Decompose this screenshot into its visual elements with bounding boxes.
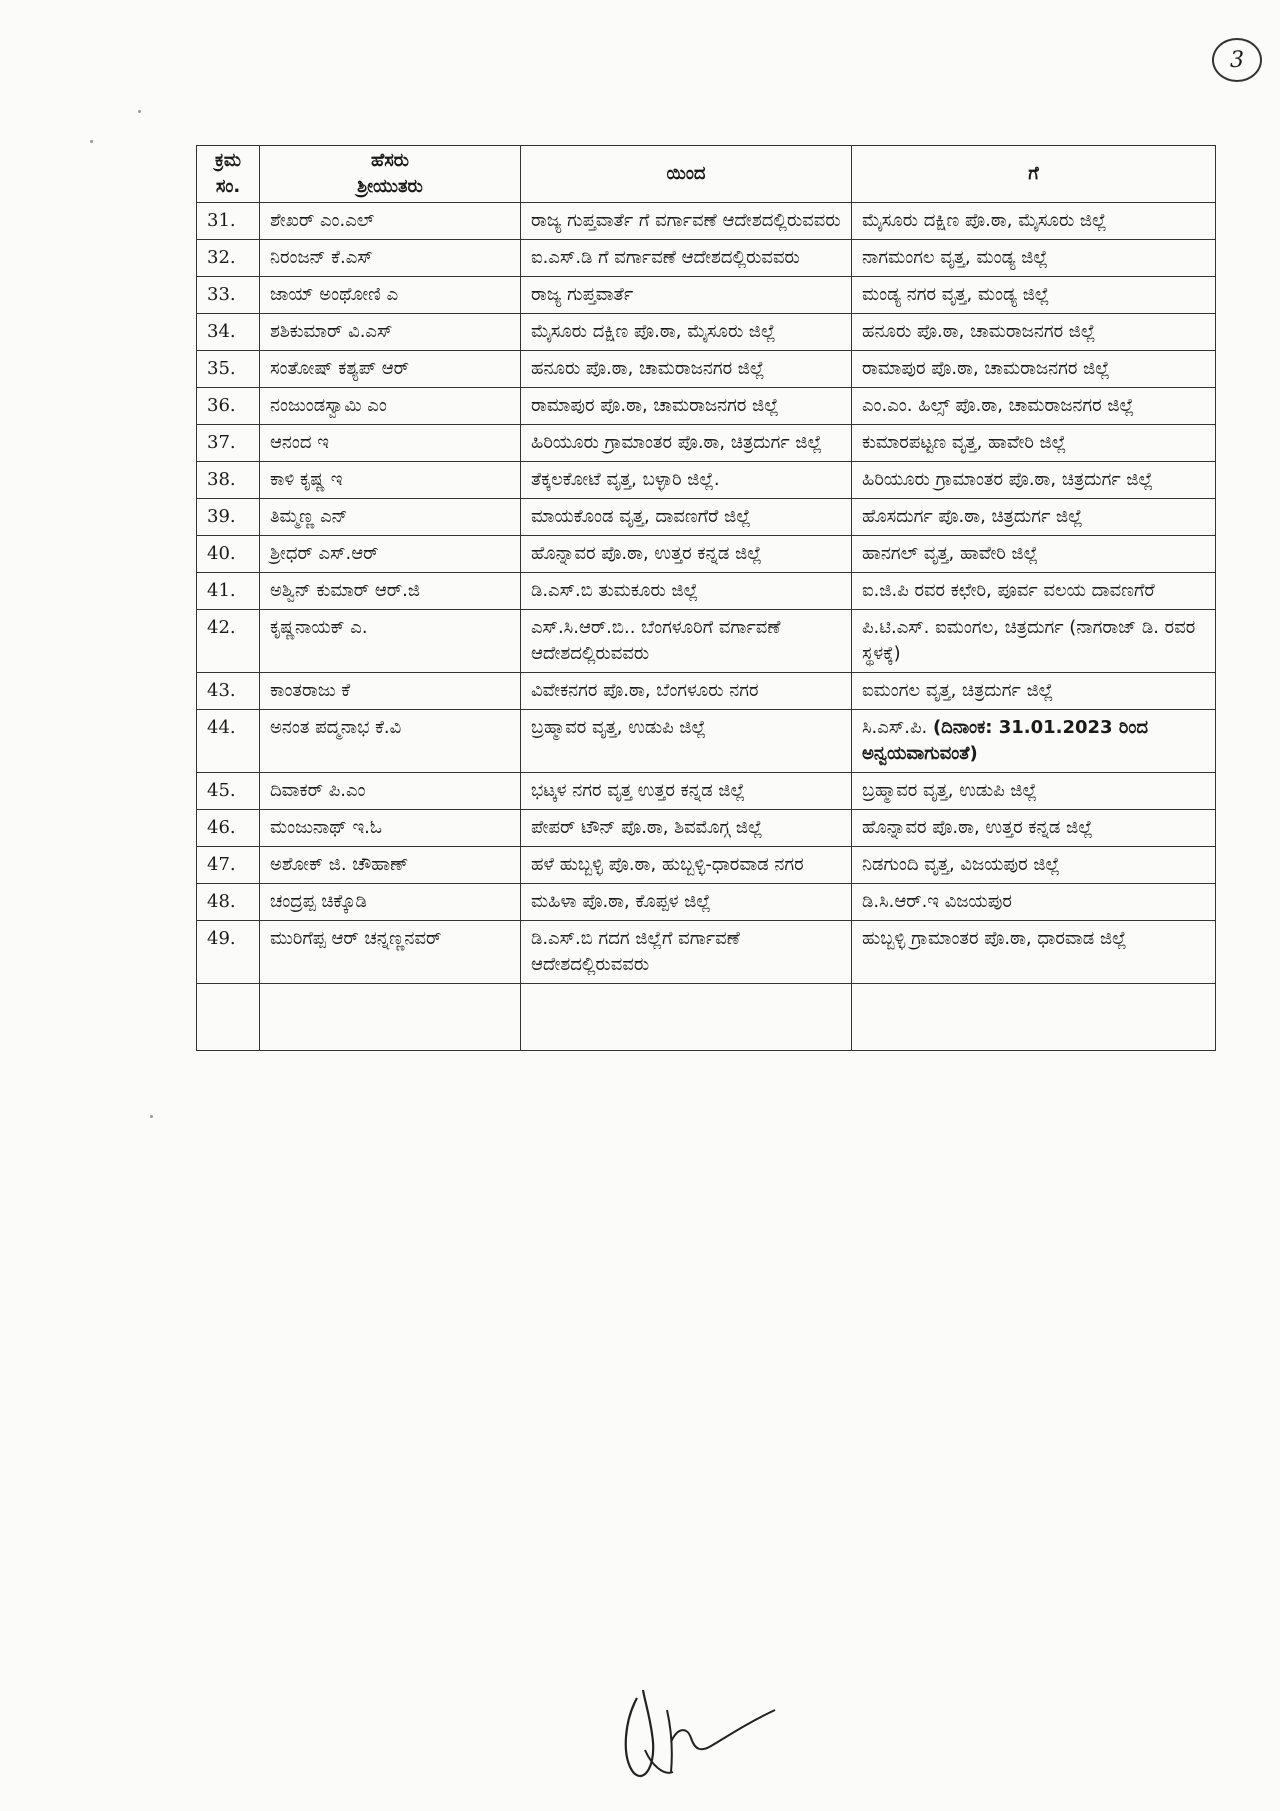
to-cell: ಹೊನ್ನಾವರ ಪೊ.ಠಾ, ಉತ್ತರ ಕನ್ನಡ ಜಿಲ್ಲೆ [852,810,1216,847]
from-cell: ಹನೂರು ಪೊ.ಠಾ, ಚಾಮರಾಜನಗರ ಜಿಲ್ಲೆ [521,351,852,388]
header-from: ಯಿಂದ [521,146,852,203]
table-row [197,425,1216,462]
serial-cell: 41. [197,573,260,610]
from-cell: ಬ್ರಹ್ಮಾವರ ವೃತ್ತ, ಉಡುಪಿ ಜಿಲ್ಲೆ [521,710,852,773]
name-cell: ನಿರಂಜನ್ ಕೆ.ಎಸ್ [260,240,521,277]
table-row [197,499,1216,536]
from-cell: ಎಸ್.ಸಿ.ಆರ್.ಬಿ.. ಬೆಂಗಳೂರಿಗೆ ವರ್ಗಾವಣೆ ಆದೇಶದಲ್ಲಿರುವವರು [521,610,852,673]
from-cell: ಹಳೆ ಹುಬ್ಬಳ್ಳಿ ಪೊ.ಠಾ, ಹುಬ್ಬಳ್ಳಿ-ಧಾರವಾಡ ನಗರ [521,847,852,884]
to-cell: ಮೈಸೂರು ದಕ್ಷಿಣ ಪೊ.ಠಾ, ಮೈಸೂರು ಜಿಲ್ಲೆ [852,203,1216,240]
table-row [197,573,1216,610]
table-row [197,240,1216,277]
name-cell: ತಿಮ್ಮಣ್ಣ ಎನ್ [260,499,521,536]
name-cell: ಶೇಖರ್ ಎಂ.ಎಲ್ [260,203,521,240]
to-cell: ಪಿ.ಟಿ.ಎಸ್. ಐಮಂಗಲ, ಚಿತ್ರದುರ್ಗ (ನಾಗರಾಜ್ ಡಿ. ರವರ ಸ್ಥಳಕ್ಕೆ) [852,610,1216,673]
name-cell: ಆನಂದ ಇ [260,425,521,462]
name-cell: ದಿವಾಕರ್ ಪಿ.ಎಂ [260,773,521,810]
empty-cell [852,984,1216,1051]
to-cell: ಹುಬ್ಬಳ್ಳಿ ಗ್ರಾಮಾಂತರ ಪೊ.ಠಾ, ಧಾರವಾಡ ಜಿಲ್ಲೆ [852,921,1216,984]
from-cell: ರಾಜ್ಯ ಗುಪ್ತವಾರ್ತೆ [521,277,852,314]
name-cell: ಅಶೋಕ್ ಜಿ. ಚೌಹಾಣ್ [260,847,521,884]
page-number: 3 [1212,38,1262,82]
serial-cell: 32. [197,240,260,277]
transfer-table [196,145,1216,1051]
from-cell: ಮಹಿಳಾ ಪೊ.ಠಾ, ಕೊಪ್ಪಳ ಜಿಲ್ಲೆ [521,884,852,921]
serial-cell: 31. [197,203,260,240]
from-cell: ಪೇಪರ್ ಟೌನ್ ಪೊ.ಠಾ, ಶಿವಮೊಗ್ಗ ಜಿಲ್ಲೆ [521,810,852,847]
empty-cell [521,984,852,1051]
name-cell: ಸಂತೋಷ್ ಕಶ್ಯಪ್ ಆರ್ [260,351,521,388]
to-cell: ಐ.ಜಿ.ಪಿ ರವರ ಕಛೇರಿ, ಪೂರ್ವ ವಲಯ ದಾವಣಗೆರೆ [852,573,1216,610]
name-cell: ಕಾಂತರಾಜು ಕೆ [260,673,521,710]
serial-cell: 40. [197,536,260,573]
name-cell: ಶ್ರೀಧರ್ ಎಸ್.ಆರ್ [260,536,521,573]
name-cell: ಮಂಜುನಾಥ್ ಇ.ಓ [260,810,521,847]
name-cell: ಕಾಳಿ ಕೃಷ್ಣ ಇ [260,462,521,499]
table-row [197,388,1216,425]
name-cell: ಅನಂತ ಪದ್ಮನಾಭ ಕೆ.ವಿ [260,710,521,773]
header-name: ಹೆಸರು ಶ್ರೀಯುತರು [260,146,521,203]
scan-speck [138,110,141,113]
name-cell: ಜಾಯ್ ಅಂಥೋಣಿ ಎ [260,277,521,314]
to-cell: ಮಂಡ್ಯ ನಗರ ವೃತ್ತ, ಮಂಡ್ಯ ಜಿಲ್ಲೆ [852,277,1216,314]
to-cell [852,710,1216,773]
table-row [197,610,1216,673]
table-row [197,884,1216,921]
to-cell: ಡಿ.ಸಿ.ಆರ್.ಇ ವಿಜಯಪುರ [852,884,1216,921]
to-cell: ಐಮಂಗಲ ವೃತ್ತ, ಚಿತ್ರದುರ್ಗ ಜಿಲ್ಲೆ [852,673,1216,710]
table-row [197,810,1216,847]
blank-row [197,984,1216,1051]
from-cell: ತೆಕ್ಕಲಕೋಟೆ ವೃತ್ತ, ಬಳ್ಳಾರಿ ಜಿಲ್ಲೆ. [521,462,852,499]
table-row [197,462,1216,499]
to-cell: ನಿಡಗುಂದಿ ವೃತ್ತ, ವಿಜಯಪುರ ಜಿಲ್ಲೆ [852,847,1216,884]
table-row [197,710,1216,773]
serial-cell: 46. [197,810,260,847]
serial-cell: 49. [197,921,260,984]
serial-cell: 36. [197,388,260,425]
from-cell: ಭಟ್ಕಳ ನಗರ ವೃತ್ತ ಉತ್ತರ ಕನ್ನಡ ಜಿಲ್ಲೆ [521,773,852,810]
table-header-row [197,146,1216,203]
to-text: ಸಿ.ಎಸ್.ಪಿ. [862,717,928,738]
officer-signature [615,1680,785,1790]
to-cell: ಹಿರಿಯೂರು ಗ್ರಾಮಾಂತರ ಪೊ.ಠಾ, ಚಿತ್ರದುರ್ಗ ಜಿಲ್ಲೆ [852,462,1216,499]
effective-date-remark: (ದಿನಾಂಕ: 31.01.2023 ರಿಂದ ಅನ್ವಯವಾಗುವಂತೆ) [862,717,1148,764]
table-row [197,536,1216,573]
serial-cell: 42. [197,610,260,673]
from-cell: ಮಾಯಕೊಂಡ ವೃತ್ತ, ದಾವಣಗೆರೆ ಜಿಲ್ಲೆ [521,499,852,536]
to-cell: ರಾಮಾಪುರ ಪೊ.ಠಾ, ಚಾಮರಾಜನಗರ ಜಿಲ್ಲೆ [852,351,1216,388]
serial-cell: 44. [197,710,260,773]
serial-cell: 43. [197,673,260,710]
from-cell: ಹಿರಿಯೂರು ಗ್ರಾಮಾಂತರ ಪೊ.ಠಾ, ಚಿತ್ರದುರ್ಗ ಜಿಲ್ಲೆ [521,425,852,462]
table-row [197,203,1216,240]
from-cell: ಐ.ಎಸ್.ಡಿ ಗೆ ವರ್ಗಾವಣೆ ಆದೇಶದಲ್ಲಿರುವವರು [521,240,852,277]
serial-cell: 38. [197,462,260,499]
table-row [197,351,1216,388]
empty-cell [260,984,521,1051]
serial-cell: 47. [197,847,260,884]
to-cell: ಕುಮಾರಪಟ್ಟಣ ವೃತ್ತ, ಹಾವೇರಿ ಜಿಲ್ಲೆ [852,425,1216,462]
from-cell: ಹೊನ್ನಾವರ ಪೊ.ಠಾ, ಉತ್ತರ ಕನ್ನಡ ಜಿಲ್ಲೆ [521,536,852,573]
name-cell: ನಂಜುಂಡಸ್ವಾಮಿ ಎಂ [260,388,521,425]
from-cell: ಡಿ.ಎಸ್.ಬಿ ಗದಗ ಜಿಲ್ಲೆಗೆ ವರ್ಗಾವಣೆ ಆದೇಶದಲ್ಲಿರುವವರು [521,921,852,984]
name-cell: ಅಶ್ವಿನ್ ಕುಮಾರ್ ಆರ್.ಜಿ [260,573,521,610]
serial-cell: 45. [197,773,260,810]
header-serial: ಕ್ರಮ ಸಂ. [197,146,260,203]
to-cell: ಹಾನಗಲ್ ವೃತ್ತ, ಹಾವೇರಿ ಜಿಲ್ಲೆ [852,536,1216,573]
name-cell: ಕೃಷ್ಣನಾಯಕ್ ಎ. [260,610,521,673]
name-cell: ಚಂದ್ರಪ್ಪ ಚಿಕ್ಕೊಡಿ [260,884,521,921]
empty-cell [197,984,260,1051]
scan-speck [90,140,93,143]
table-row [197,277,1216,314]
from-cell: ಡಿ.ಎಸ್.ಬಿ ತುಮಕೂರು ಜಿಲ್ಲೆ [521,573,852,610]
to-cell: ನಾಗಮಂಗಲ ವೃತ್ತ, ಮಂಡ್ಯ ಜಿಲ್ಲೆ [852,240,1216,277]
serial-cell: 37. [197,425,260,462]
to-cell: ಎಂ.ಎಂ. ಹಿಲ್ಸ್ ಪೊ.ಠಾ, ಚಾಮರಾಜನಗರ ಜಿಲ್ಲೆ [852,388,1216,425]
table-row [197,773,1216,810]
from-cell: ರಾಮಾಪುರ ಪೊ.ಠಾ, ಚಾಮರಾಜನಗರ ಜಿಲ್ಲೆ [521,388,852,425]
serial-cell: 34. [197,314,260,351]
from-cell: ವಿವೇಕನಗರ ಪೊ.ಠಾ, ಬೆಂಗಳೂರು ನಗರ [521,673,852,710]
table-row [197,921,1216,984]
table-row [197,847,1216,884]
table-row [197,673,1216,710]
table-row [197,314,1216,351]
name-cell: ಮುರಿಗೆಪ್ಪ ಆರ್ ಚನ್ನಣ್ಣನವರ್ [260,921,521,984]
to-cell: ಬ್ರಹ್ಮಾವರ ವೃತ್ತ, ಉಡುಪಿ ಜಿಲ್ಲೆ [852,773,1216,810]
from-cell: ಮೈಸೂರು ದಕ್ಷಿಣ ಪೊ.ಠಾ, ಮೈಸೂರು ಜಿಲ್ಲೆ [521,314,852,351]
serial-cell: 39. [197,499,260,536]
header-to: ಗೆ [852,146,1216,203]
name-cell: ಶಶಿಕುಮಾರ್ ವಿ.ಎಸ್ [260,314,521,351]
scan-speck [150,1115,153,1118]
from-cell: ರಾಜ್ಯ ಗುಪ್ತವಾರ್ತೆ ಗೆ ವರ್ಗಾವಣೆ ಆದೇಶದಲ್ಲಿರುವವರು [521,203,852,240]
to-cell: ಹೊಸದುರ್ಗ ಪೊ.ಠಾ, ಚಿತ್ರದುರ್ಗ ಜಿಲ್ಲೆ [852,499,1216,536]
serial-cell: 35. [197,351,260,388]
serial-cell: 33. [197,277,260,314]
serial-cell: 48. [197,884,260,921]
to-cell: ಹನೂರು ಪೊ.ಠಾ, ಚಾಮರಾಜನಗರ ಜಿಲ್ಲೆ [852,314,1216,351]
